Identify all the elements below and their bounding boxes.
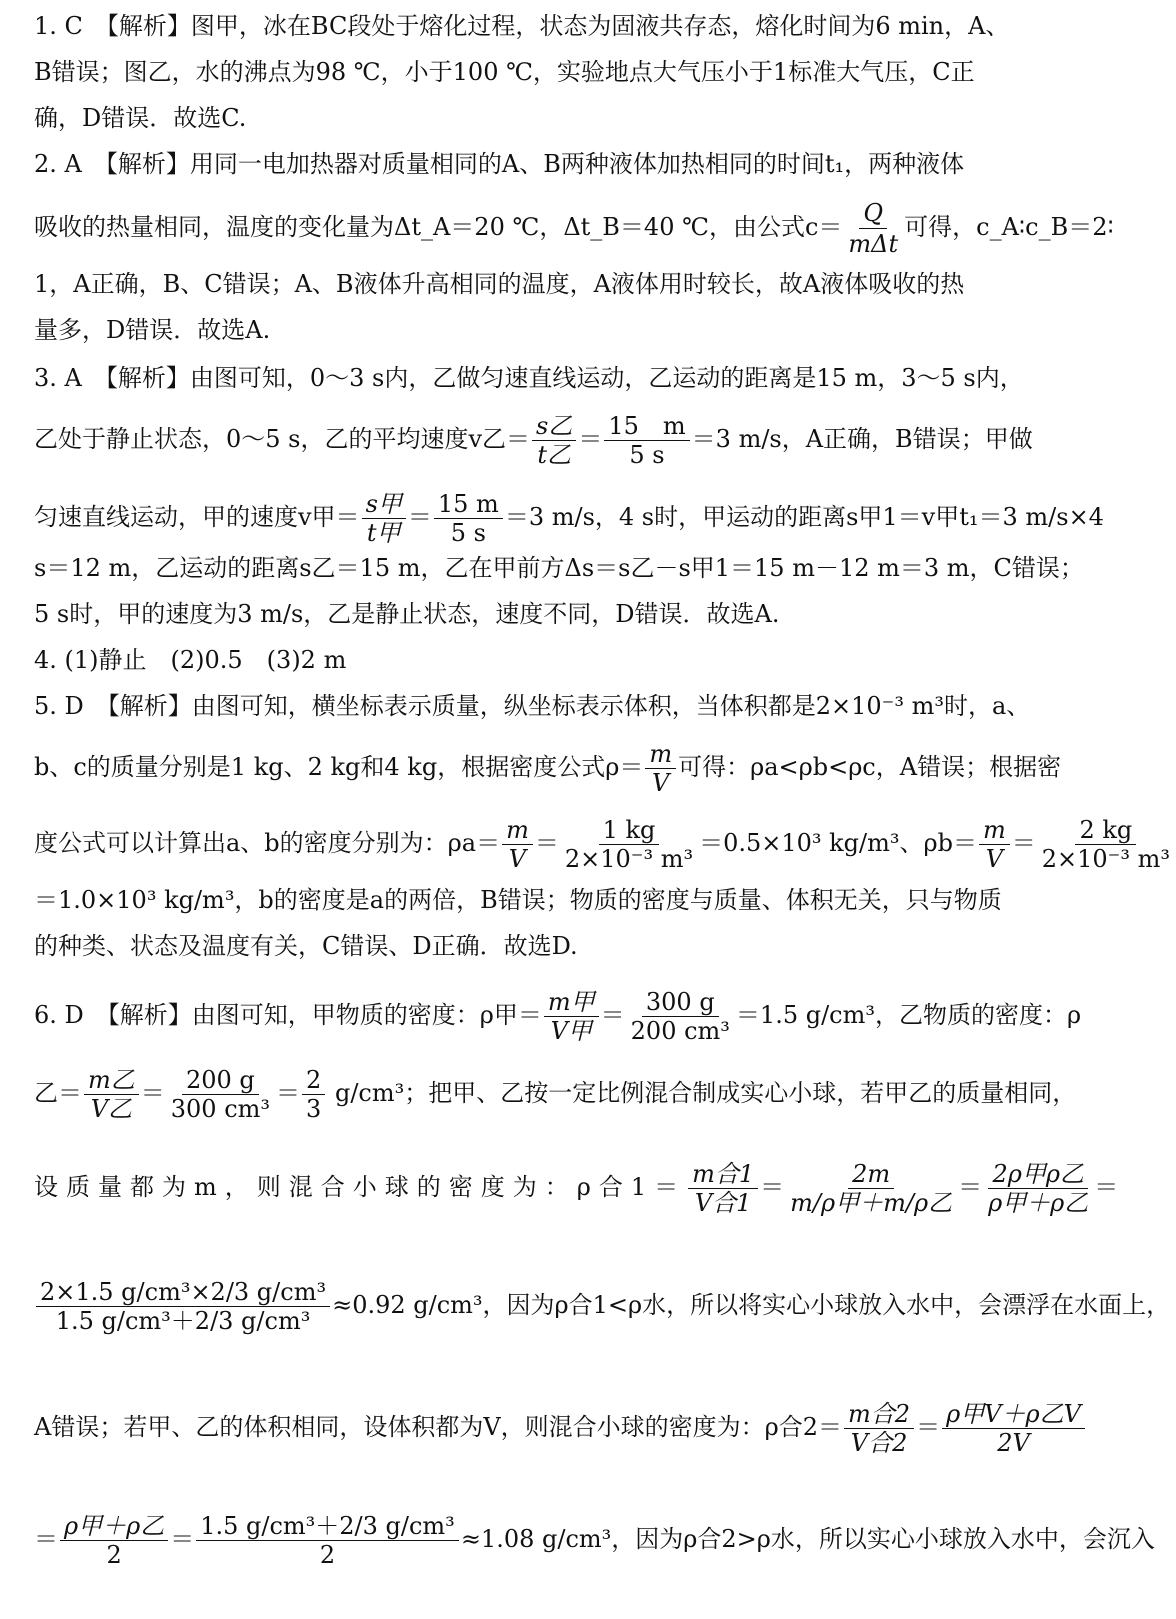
q1-line-3: 确，D错误．故选C. bbox=[34, 104, 247, 132]
q6-frac-8-num: 2ρ甲ρ乙 bbox=[988, 1160, 1088, 1189]
q3-frac-2-num: 15 m bbox=[604, 412, 689, 441]
q6-frac-10 bbox=[942, 1400, 1085, 1457]
q5-frac-4-num: 2 kg bbox=[1075, 816, 1136, 845]
q3-frac-4-den: 5 s bbox=[450, 519, 486, 547]
q6-frac-big-1-den: 1.5 g/cm³＋2/3 g/cm³ bbox=[55, 1307, 311, 1335]
q6-frac-9-num: m合2 bbox=[844, 1400, 914, 1429]
q6-frac-2-num: 300 g bbox=[642, 988, 719, 1017]
q6-frac-8 bbox=[984, 1160, 1092, 1217]
q3-frac-1 bbox=[532, 412, 576, 469]
q6-frac-5-num: 2 bbox=[302, 1066, 325, 1095]
q6-frac-12-num: 1.5 g/cm³＋2/3 g/cm³ bbox=[196, 1512, 459, 1541]
q3-line-2: 乙处于静止状态，0～5 s，乙的平均速度v乙＝ $\frac{\text{s乙}}{\text{t乙}}$ ＝ $\frac{15 m}{5 s}$ ＝3 m/s，A正确，B错误；甲做 bbox=[34, 412, 1033, 469]
q3-frac-1-num: s乙 bbox=[532, 412, 576, 441]
q6-line-1b: ＝1.5 g/cm³，乙物质的密度：ρ bbox=[735, 1001, 1082, 1029]
q6-line-6b: ≈1.08 g/cm³，因为ρ合2>ρ水，所以实心小球放入水中，会沉入 bbox=[460, 1525, 1155, 1553]
q6-line-3: 设质量都为m，则混合小球的密度为：ρ合1＝ $\frac{\text{m合1}}{\text{V合1}}$ ＝ $\frac{2m}{\text{m/ρ甲＋m/ρ乙}}$ ＝ $\frac{\text{2ρ甲ρ乙}}{\text{ρ甲＋ρ乙}}$ ＝ bbox=[34, 1160, 1119, 1217]
q2-fraction bbox=[844, 198, 902, 259]
q2-line-2 bbox=[34, 198, 1114, 259]
q6-frac-big-1 bbox=[36, 1278, 330, 1335]
q6-line-2b: g/cm³；把甲、乙按一定比例混合制成实心小球，若甲乙的质量相同， bbox=[334, 1079, 1077, 1107]
q5-line-2a: b、c的质量分别是1 kg、2 kg和4 kg，根据密度公式ρ＝ bbox=[34, 753, 644, 781]
q6-frac-1-num: m甲 bbox=[544, 988, 599, 1017]
q3-line-3a: 匀速直线运动，甲的速度v甲＝ bbox=[34, 503, 360, 531]
q6-frac-12 bbox=[196, 1512, 459, 1569]
q6-frac-4-num: 200 g bbox=[182, 1066, 259, 1095]
q6-frac-3 bbox=[84, 1066, 139, 1123]
q5-frac-3-den: V bbox=[985, 845, 1004, 873]
q3-frac-3-num: s甲 bbox=[362, 490, 406, 519]
q5-line-4: ＝1.0×10³ kg/m³，b的密度是a的两倍，B错误；物质的密度与质量、体积无关，只与物质 bbox=[34, 886, 1002, 914]
q6-line-4 bbox=[34, 1278, 1171, 1335]
q6-frac-5 bbox=[302, 1066, 325, 1123]
q6-frac-8-den: ρ甲＋ρ乙 bbox=[988, 1189, 1089, 1217]
q6-line-5: A错误；若甲、乙的体积相同，设体积都为V，则混合小球的密度为：ρ合2＝ $\frac{\text{m合2}}{\text{V合2}}$ ＝ $\frac{\text{ρ甲V＋ρ乙V}}{2V}$ bbox=[34, 1400, 1038, 1457]
q3-line-3: 匀速直线运动，甲的速度v甲＝ $\frac{\text{s甲}}{\text{t甲}}$ ＝ $\frac{15 m}{5 s}$ ＝3 m/s，4 s时，甲运动的距离s甲1＝v甲t₁＝3 m/s×4 bbox=[34, 490, 1104, 547]
q6-frac-10-den: 2V bbox=[997, 1429, 1030, 1457]
q6-frac-11-den: 2 bbox=[106, 1541, 122, 1569]
q1-line-2: B错误；图乙，水的沸点为98 ℃，小于100 ℃，实验地点大气压小于1标准大气压，C正 bbox=[34, 58, 975, 86]
q2-line-2b: 可得，c_A∶c_B＝2∶ bbox=[904, 213, 1114, 241]
q2-frac-den: mΔt bbox=[848, 230, 899, 258]
q3-frac-3-den: t甲 bbox=[366, 519, 401, 547]
q6-line-2: 乙＝ $\frac{\text{m乙}}{\text{V乙}}$ ＝ $\frac{200 g}{\text{300 cm³}}$ ＝ $\frac{2}{3}$ g/cm³；把甲、乙按一定比例混合制成实心小球，若甲乙的质量相同， bbox=[34, 1066, 1077, 1123]
q3-frac-3 bbox=[362, 490, 406, 547]
q6-frac-7 bbox=[786, 1160, 956, 1217]
q6-frac-big-1-num: 2×1.5 g/cm³×2/3 g/cm³ bbox=[36, 1278, 330, 1307]
q6-frac-4 bbox=[167, 1066, 274, 1123]
q6-frac-7-num: 2m bbox=[848, 1160, 894, 1189]
q4-line-1: 4. (1)静止 (2)0.5 (3)2 m bbox=[34, 646, 347, 674]
q3-line-2b: ＝3 m/s，A正确，B错误；甲做 bbox=[691, 425, 1033, 453]
q3-frac-1-den: t乙 bbox=[537, 441, 572, 469]
q3-line-3b: ＝3 m/s，4 s时，甲运动的距离s甲1＝v甲t₁＝3 m/s×4 bbox=[504, 503, 1104, 531]
q6-frac-3-num: m乙 bbox=[84, 1066, 139, 1095]
q6-frac-1-den: V甲 bbox=[550, 1017, 592, 1045]
q5-frac-4-den: 2×10⁻³ m³ bbox=[1041, 845, 1170, 873]
q6-line-1: 6. D 【解析】由图可知，甲物质的密度：ρ甲＝ $\frac{\text{m甲}}{\text{V甲}}$ ＝ $\frac{300 g}{\text{200 cm³}}$ ＝1.5 g/cm³，乙物质的密度：ρ bbox=[34, 988, 1082, 1045]
q6-frac-5-den: 3 bbox=[306, 1095, 322, 1123]
q5-frac-1-num: m bbox=[502, 816, 533, 845]
q6-frac-2 bbox=[627, 988, 734, 1045]
q6-frac-2-den: 200 cm³ bbox=[630, 1017, 730, 1045]
q5-line-1: 5. D 【解析】由图可知，横坐标表示质量，纵坐标表示体积，当体积都是2×10⁻³ m³时，a、 bbox=[34, 692, 1031, 720]
q6-frac-7-den: m/ρ甲＋m/ρ乙 bbox=[790, 1189, 953, 1217]
q5-line-2 bbox=[34, 740, 1062, 797]
q6-frac-4-den: 300 cm³ bbox=[170, 1095, 271, 1123]
q6-line-5a: A错误；若甲、乙的体积相同，设体积都为V，则混合小球的密度为：ρ合2＝ bbox=[34, 1413, 843, 1441]
q5-frac-1 bbox=[502, 816, 533, 873]
q6-line-1a: 6. D 【解析】由图可知，甲物质的密度：ρ甲＝ bbox=[34, 1001, 542, 1029]
q3-line-1: 3. A 【解析】由图可知，0～3 s内，乙做匀速直线运动，乙运动的距离是15 m，3～5 s内， bbox=[34, 364, 1024, 392]
q3-line-4: s＝12 m，乙运动的距离s乙＝15 m，乙在甲前方Δs＝s乙－s甲1＝15 m－12 m＝3 m，C错误； bbox=[34, 554, 1084, 582]
q2-line-3: 1，A正确，B、C错误；A、B液体升高相同的温度，A液体用时较长，故A液体吸收的热 bbox=[34, 270, 965, 298]
q3-frac-2 bbox=[604, 412, 689, 469]
q5-frac-2-num: 1 kg bbox=[599, 816, 660, 845]
q5-frac-4 bbox=[1038, 816, 1174, 873]
q3-line-2a: 乙处于静止状态，0～5 s，乙的平均速度v乙＝ bbox=[34, 425, 531, 453]
q1-line-1: 1. C 【解析】图甲，冰在BC段处于熔化过程，状态为固液共存态，熔化时间为6 min，A、 bbox=[34, 12, 1010, 40]
q3-frac-4-num: 15 m bbox=[434, 490, 503, 519]
q6-line-4b: ≈0.92 g/cm³，因为ρ合1<ρ水，所以将实心小球放入水中，会漂浮在水面上， bbox=[332, 1291, 1171, 1319]
q6-frac-9 bbox=[844, 1400, 914, 1457]
q5-frac bbox=[645, 740, 676, 797]
q5-line-3b: ＝0.5×10³ kg/m³、ρb＝ bbox=[699, 829, 977, 857]
q6-frac-11-num: ρ甲＋ρ乙 bbox=[60, 1512, 168, 1541]
q5-line-3a: 度公式可以计算出a、b的密度分别为：ρa＝ bbox=[34, 829, 501, 857]
q5-frac-2-den: 2×10⁻³ m³ bbox=[564, 845, 694, 873]
q3-frac-4 bbox=[434, 490, 503, 547]
q5-frac-3-num: m bbox=[979, 816, 1010, 845]
q6-frac-9-den: V合2 bbox=[850, 1429, 908, 1457]
q5-line-3: 度公式可以计算出a、b的密度分别为：ρa＝ $\frac{m}{V}$ ＝ $\frac{1 kg}{\text{2×10⁻³ m³}}$ ＝0.5×10³ kg/m³、ρb＝ $\frac{m}{V}$ ＝ $\frac{2 kg}{\text{2×10⁻³ m³}}$ bbox=[34, 816, 1038, 873]
q2-line-2a: 吸收的热量相同，温度的变化量为Δt_A＝20 ℃，Δt_B＝40 ℃，由公式c＝ bbox=[34, 213, 843, 241]
q6-frac-12-den: 2 bbox=[319, 1541, 336, 1569]
q5-frac-3 bbox=[979, 816, 1010, 873]
q6-frac-1 bbox=[544, 988, 599, 1045]
q5-frac-num: m bbox=[645, 740, 676, 769]
q5-line-2b: 可得：ρa<ρb<ρc，A错误；根据密 bbox=[678, 753, 1062, 781]
q6-frac-11 bbox=[60, 1512, 168, 1569]
q2-frac-num: Q bbox=[859, 198, 887, 229]
q6-frac-10-num: ρ甲V＋ρ乙V bbox=[942, 1400, 1085, 1429]
q3-frac-2-den: 5 s bbox=[629, 441, 665, 469]
q6-frac-6-num: m合1 bbox=[688, 1160, 758, 1189]
q5-line-5: 的种类、状态及温度有关，C错误、D正确．故选D. bbox=[34, 932, 578, 960]
q6-frac-6-den: V合1 bbox=[694, 1189, 752, 1217]
q3-line-5: 5 s时，甲的速度为3 m/s，乙是静止状态，速度不同，D错误．故选A. bbox=[34, 600, 780, 628]
q6-frac-6 bbox=[688, 1160, 758, 1217]
q6-line-6a: ＝ bbox=[34, 1525, 58, 1553]
q6-line-2a: 乙＝ bbox=[34, 1079, 82, 1107]
q2-line-4: 量多，D错误．故选A. bbox=[34, 316, 271, 344]
q6-line-6: ＝ $\frac{\text{ρ甲＋ρ乙}}{2}$ ＝ $\frac{\text{1.5 g/cm³＋2/3 g/cm³}}{2}$ ≈1.08 g/cm³，因为ρ合2>ρ水，所以实心小球放入水中，会沉入 bbox=[34, 1512, 1155, 1569]
q5-frac-2 bbox=[561, 816, 697, 873]
q5-frac-1-den: V bbox=[508, 845, 527, 873]
q2-line-1: 2. A 【解析】用同一电加热器对质量相同的A、B两种液体加热相同的时间t₁，两种液体 bbox=[34, 150, 965, 178]
q6-frac-3-den: V乙 bbox=[90, 1095, 133, 1123]
q6-line-3a: 设质量都为m，则混合小球的密度为：ρ合1＝ bbox=[34, 1173, 687, 1201]
q5-frac-den: V bbox=[652, 769, 670, 797]
